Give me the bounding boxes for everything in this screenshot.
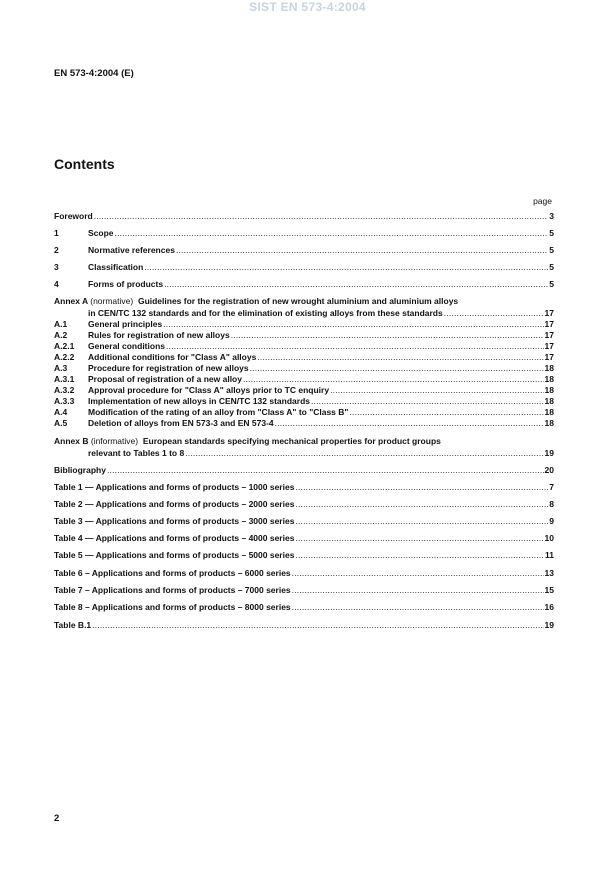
dot-leader xyxy=(330,385,543,396)
toc-entry-title: Approval procedure for "Class A" alloys prior to TC enquiry xyxy=(88,385,330,395)
toc-entry-title: General principles xyxy=(88,319,163,329)
toc-entry-page: 8 xyxy=(549,499,554,509)
toc-entry-title: Table 1 — Applications and forms of products – 1000 series xyxy=(54,482,295,492)
toc-entry-title: Table 3 — Applications and forms of products – 3000 series xyxy=(54,516,295,526)
dot-leader xyxy=(144,262,548,273)
dot-leader xyxy=(257,352,543,363)
toc-entry-forms-of-products[interactable] xyxy=(54,279,554,290)
toc-entry-title: Forms of products xyxy=(88,279,164,289)
toc-entry-a4[interactable] xyxy=(54,407,554,418)
toc-entry-page: 5 xyxy=(549,245,554,255)
toc-entry-number: 2 xyxy=(54,245,59,255)
toc-entry-number: A.4 xyxy=(54,407,68,417)
toc-entry-a5[interactable] xyxy=(54,418,554,429)
toc-entry-number: A.3.1 xyxy=(54,374,75,384)
dot-leader xyxy=(292,602,544,613)
dot-leader xyxy=(292,568,544,579)
toc-entry-page: 19 xyxy=(544,620,554,630)
toc-entry-page: 5 xyxy=(549,228,554,238)
page-column-label: page xyxy=(533,196,552,206)
toc-entry-number: A.3 xyxy=(54,363,68,373)
annex-title-continued: in CEN/TC 132 standards and for the elimination of existing alloys from these standards xyxy=(88,308,443,318)
dot-leader xyxy=(107,465,544,476)
toc-entry-normative-references[interactable] xyxy=(54,245,554,256)
toc-entry-number: 3 xyxy=(54,262,59,272)
annex-type: (normative) xyxy=(90,296,134,306)
toc-entry-scope[interactable] xyxy=(54,228,554,239)
dot-leader xyxy=(185,448,543,459)
toc-entry-title: Table 7 – Applications and forms of products – 7000 series xyxy=(54,585,291,595)
dot-leader xyxy=(292,585,544,596)
toc-entry-annex-b[interactable] xyxy=(54,436,554,447)
toc-entry-title: Table 8 – Applications and forms of products – 8000 series xyxy=(54,602,291,612)
toc-entry-title: Additional conditions for "Class A" alloys xyxy=(88,352,257,362)
toc-entry-a2-1[interactable] xyxy=(54,341,554,352)
toc-entry-table-2[interactable] xyxy=(54,499,554,510)
annex-type: (informative) xyxy=(90,436,139,446)
toc-entry-page: 11 xyxy=(545,550,554,560)
toc-entry-page: 17 xyxy=(544,330,554,340)
toc-entry-number: A.2 xyxy=(54,330,68,340)
toc-entry-number: A.3.3 xyxy=(54,396,75,406)
toc-entry-number: 4 xyxy=(54,279,59,289)
toc-entry-annex-b-cont[interactable] xyxy=(88,448,554,459)
toc-entry-number: A.2.1 xyxy=(54,341,75,351)
toc-entry-page: 16 xyxy=(544,602,554,612)
dot-leader xyxy=(444,308,544,319)
watermark: SIST EN 573-4:2004 xyxy=(249,0,366,14)
toc-entry-title: Scope xyxy=(88,228,114,238)
toc-entry-page: 3 xyxy=(549,211,554,221)
toc-entry-page: 10 xyxy=(544,533,554,543)
dot-leader xyxy=(295,533,543,544)
toc-entry-a3-2[interactable] xyxy=(54,385,554,396)
toc-entry-page: 18 xyxy=(544,418,554,428)
toc-entry-page: 17 xyxy=(544,319,554,329)
dot-leader xyxy=(92,620,543,631)
toc-entry-title: Deletion of alloys from EN 573-3 and EN 573-4 xyxy=(88,418,274,428)
toc-entry-title: Table 6 – Applications and forms of products – 6000 series xyxy=(54,568,291,578)
toc-entry-page: 5 xyxy=(549,262,554,272)
toc-entry-a2-2[interactable] xyxy=(54,352,554,363)
dot-leader xyxy=(164,279,548,290)
annex-title-continued: relevant to Tables 1 to 8 xyxy=(88,448,185,458)
toc-entry-table-7[interactable] xyxy=(54,585,554,596)
toc-entry-a2[interactable] xyxy=(54,330,554,341)
dot-leader xyxy=(243,374,544,385)
dot-leader xyxy=(163,319,543,330)
dot-leader xyxy=(176,245,548,256)
dot-leader xyxy=(231,330,544,341)
toc-entry-title: Rules for registration of new alloys xyxy=(88,330,230,340)
toc-entry-number: A.2.2 xyxy=(54,352,75,362)
toc-entry-page: 19 xyxy=(544,448,554,458)
annex-title: Guidelines for the registration of new wrought aluminium and aluminium alloys xyxy=(137,296,459,306)
toc-entry-title: Implementation of new alloys in CEN/TC 132 standards xyxy=(88,396,310,406)
dot-leader xyxy=(295,516,548,527)
toc-entry-title: Table 2 — Applications and forms of products – 2000 series xyxy=(54,499,295,509)
toc-entry-page: 17 xyxy=(544,352,554,362)
toc-entry-number: 1 xyxy=(54,228,59,238)
toc-entry-table-1[interactable] xyxy=(54,482,554,493)
dot-leader xyxy=(166,341,544,352)
annex-label: Annex B xyxy=(54,436,89,446)
toc-entry-a3-3[interactable] xyxy=(54,396,554,407)
toc-entry-page: 18 xyxy=(544,374,554,384)
toc-entry-title: Table 4 — Applications and forms of products – 4000 series xyxy=(54,533,295,543)
toc-entry-a3[interactable] xyxy=(54,363,554,374)
dot-leader xyxy=(275,418,544,429)
toc-entry-page: 7 xyxy=(549,482,554,492)
toc-entry-page: 15 xyxy=(544,585,554,595)
dot-leader xyxy=(115,228,549,239)
toc-entry-page: 18 xyxy=(544,407,554,417)
toc-entry-title: Proposal of registration of a new alloy xyxy=(88,374,242,384)
toc-entry-annex-a-cont[interactable] xyxy=(88,308,554,319)
toc-entry-table-5[interactable] xyxy=(54,550,554,561)
toc-entry-page: 20 xyxy=(544,465,554,475)
toc-entry-title: General conditions xyxy=(88,341,165,351)
toc-entry-table-b1[interactable] xyxy=(54,620,554,631)
toc-entry-a1[interactable] xyxy=(54,319,554,330)
toc-entry-a3-1[interactable] xyxy=(54,374,554,385)
toc-entry-title: Classification xyxy=(88,262,144,272)
document-id: EN 573-4:2004 (E) xyxy=(54,68,134,79)
toc-entry-title: Table 5 — Applications and forms of products – 5000 series xyxy=(54,550,295,560)
toc-entry-title: Normative references xyxy=(88,245,175,255)
dot-leader xyxy=(295,499,548,510)
toc-entry-foreword[interactable] xyxy=(54,211,554,222)
toc-entry-page: 18 xyxy=(544,396,554,406)
toc-entry-title: Bibliography xyxy=(54,465,106,475)
toc-entry-table-8[interactable] xyxy=(54,602,554,613)
dot-leader xyxy=(250,363,544,374)
toc-entry-page: 17 xyxy=(544,308,554,318)
toc-entry-page: 18 xyxy=(544,385,554,395)
toc-entry-number: A.3.2 xyxy=(54,385,75,395)
dot-leader xyxy=(311,396,544,407)
toc-entry-page: 13 xyxy=(544,568,554,578)
annex-title: European standards specifying mechanical properties for product groups xyxy=(142,436,441,446)
toc-entry-annex-a[interactable] xyxy=(54,296,554,307)
toc-entry-number: A.5 xyxy=(54,418,68,428)
annex-label: Annex A xyxy=(54,296,88,306)
toc-entry-bibliography[interactable] xyxy=(54,465,554,476)
toc-entry-table-6[interactable] xyxy=(54,568,554,579)
toc-entry-page: 17 xyxy=(544,341,554,351)
toc-entry-title: Table B.1 xyxy=(54,620,92,630)
toc-entry-table-3[interactable] xyxy=(54,516,554,527)
toc-entry-page: 18 xyxy=(544,363,554,373)
toc-entry-table-4[interactable] xyxy=(54,533,554,544)
toc-entry-title: Foreword xyxy=(54,211,93,221)
toc-entry-title: Modification of the rating of an alloy from "Class A" to "Class B" xyxy=(88,407,349,417)
contents-heading: Contents xyxy=(54,156,115,172)
toc-entry-page: 5 xyxy=(549,279,554,289)
toc-entry-page: 9 xyxy=(549,516,554,526)
dot-leader xyxy=(295,482,548,493)
page-number: 2 xyxy=(54,813,60,824)
dot-leader xyxy=(295,550,544,561)
toc-entry-number: A.1 xyxy=(54,319,68,329)
dot-leader xyxy=(349,407,543,418)
toc-entry-classification[interactable] xyxy=(54,262,554,273)
dot-leader xyxy=(94,211,549,222)
toc-entry-title: Procedure for registration of new alloys xyxy=(88,363,249,373)
